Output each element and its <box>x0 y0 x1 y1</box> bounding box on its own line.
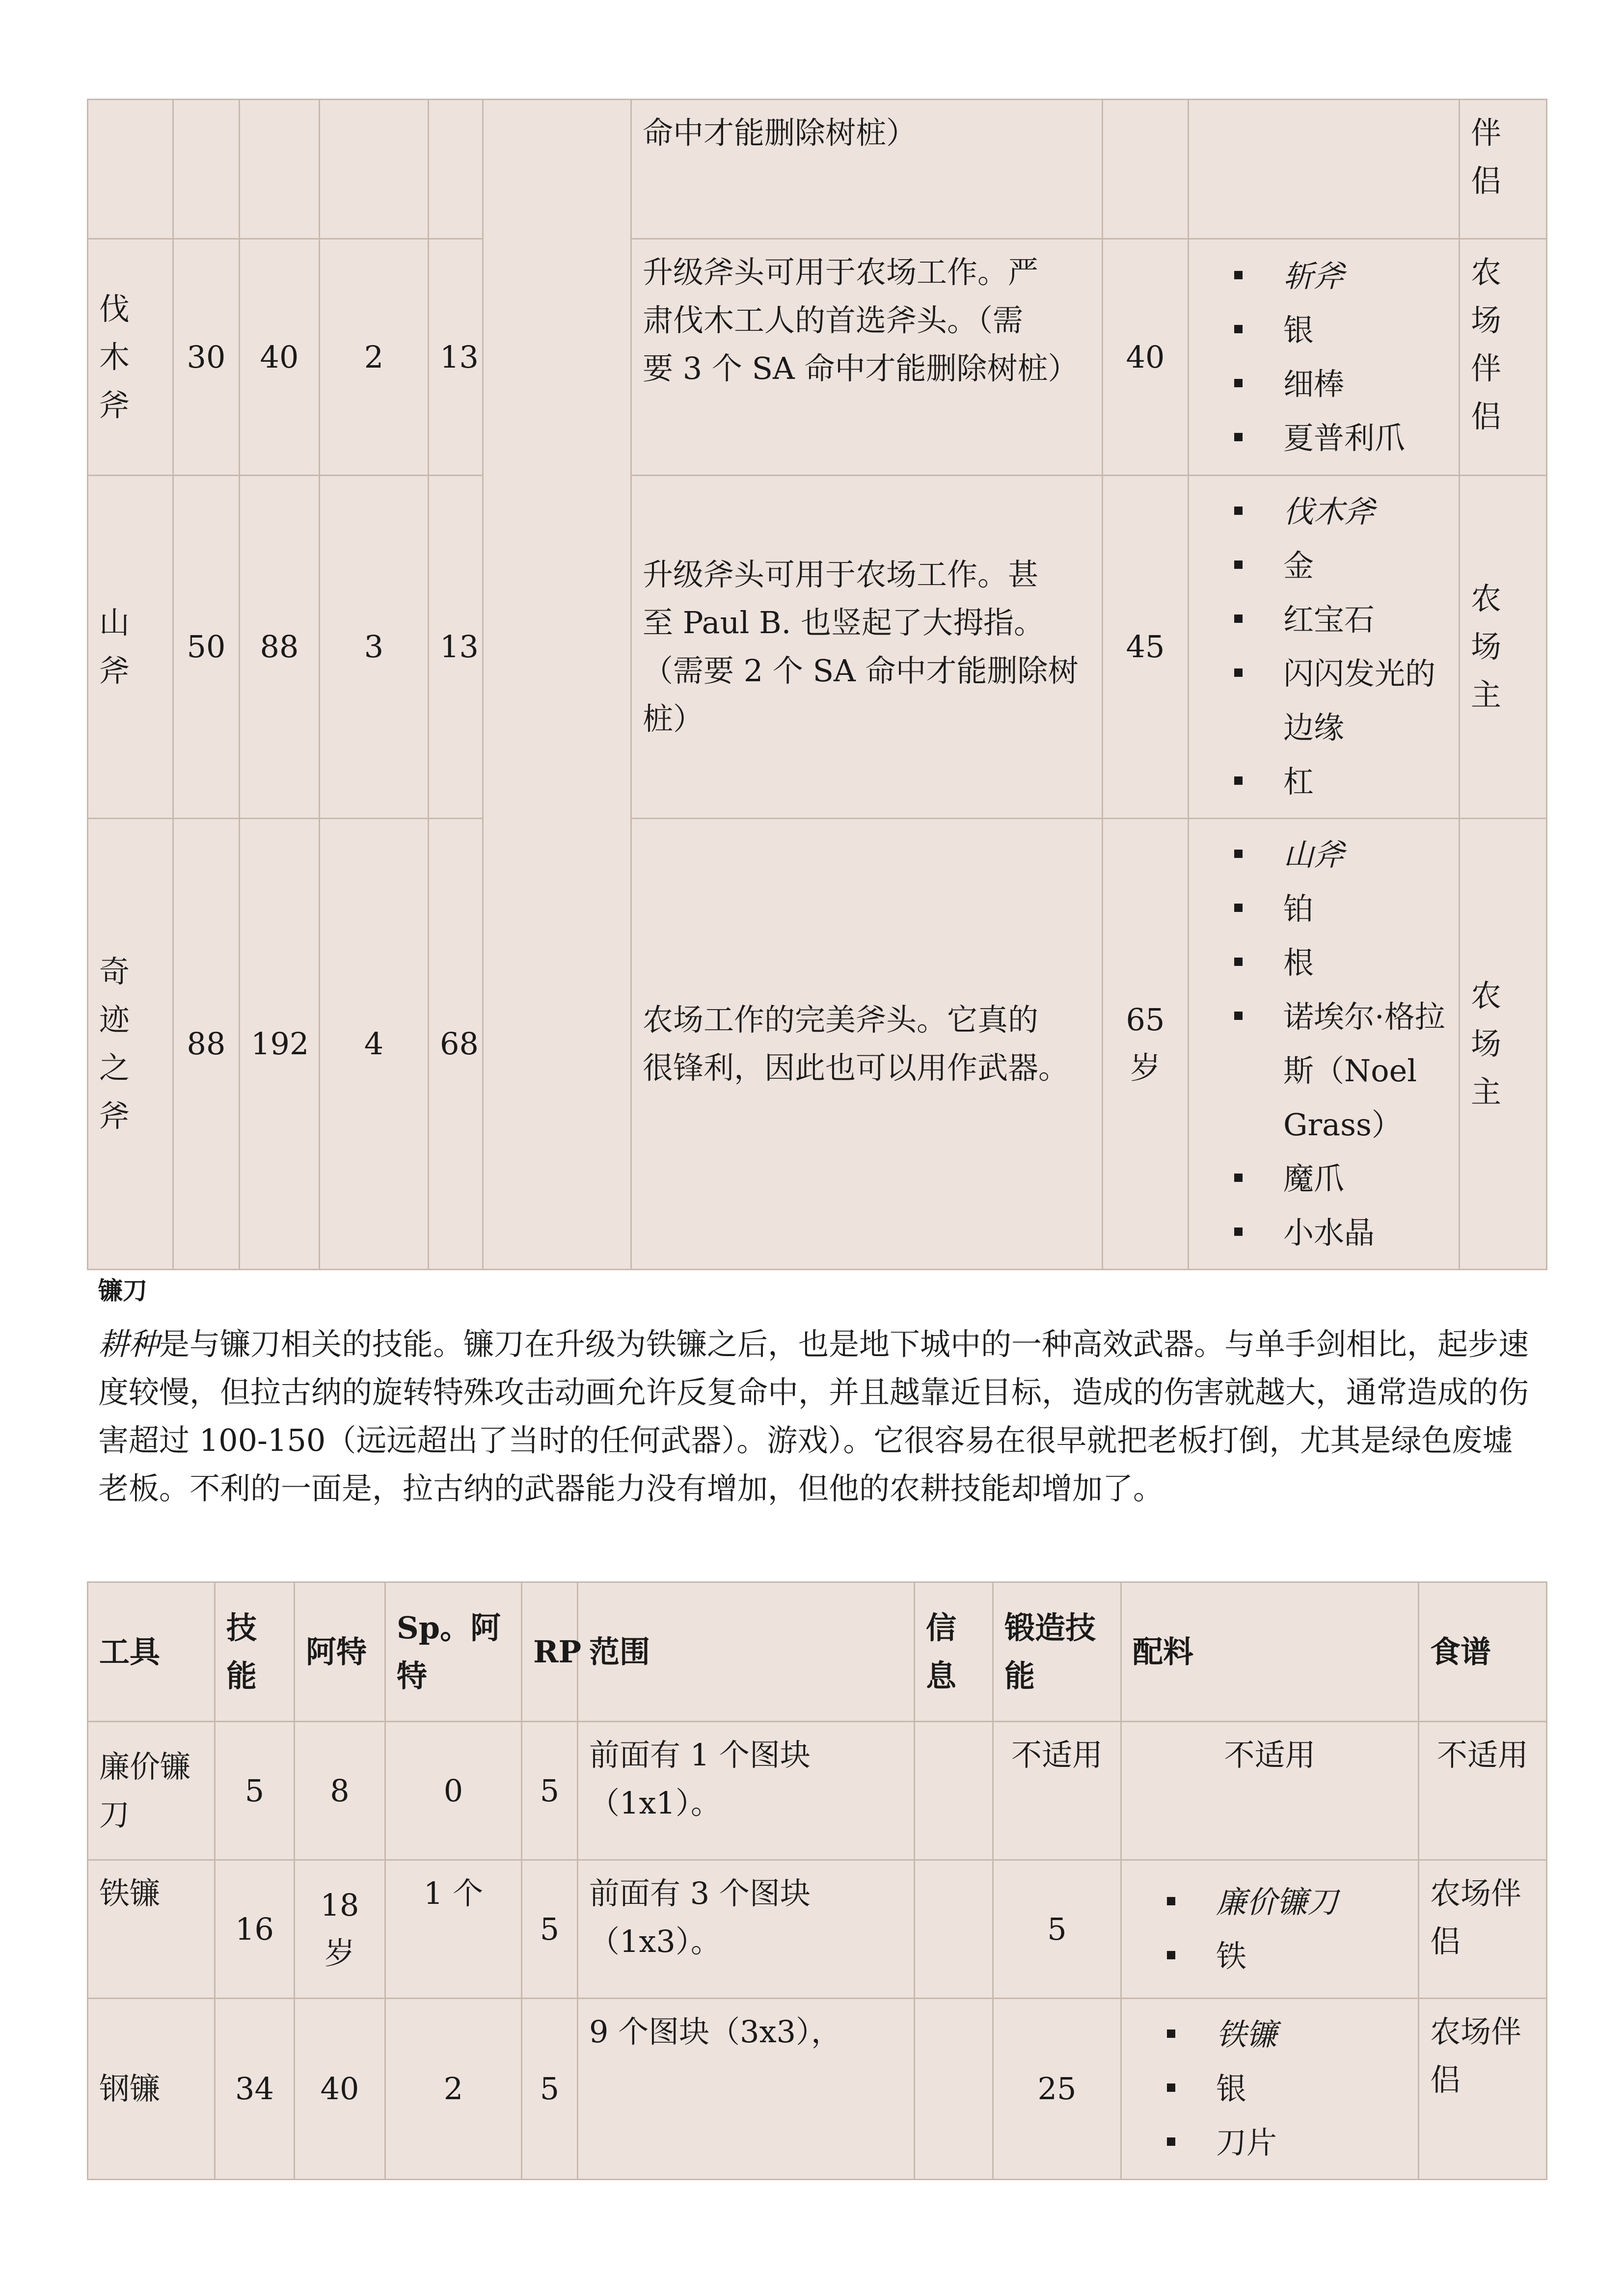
col-header-atk: 阿特 <box>295 1582 385 1722</box>
rp-value <box>429 100 483 239</box>
sp-atk-value: 2 <box>385 1999 522 2180</box>
tool-name: 奇 迹 之 斧 <box>88 819 173 1270</box>
skill-value: 88 <box>173 819 240 1270</box>
sp-atk-value: 0 <box>385 1722 522 1860</box>
description: 命中才能删除树桩） <box>631 100 1103 239</box>
material-item: 金 <box>1200 539 1448 593</box>
material-item: 诺埃尔·格拉斯（Noel Grass） <box>1200 990 1448 1152</box>
range: 前面有 3 个图块 （1x3）。 <box>578 1860 915 1999</box>
materials <box>1121 1860 1419 1999</box>
description: 升级斧头可用于农场工作。甚 至 Paul B. 也竖起了大拇指。 （需要 2 个 SA 命中才能删除树 桩） <box>631 476 1103 819</box>
col-header-forge: 锻造技 能 <box>993 1582 1121 1722</box>
col-header-materials: 配料 <box>1121 1582 1419 1722</box>
recipe: 农 场 主 <box>1460 476 1547 819</box>
table-row <box>88 1722 1547 1860</box>
recipe: 农 场 伴 侣 <box>1460 239 1547 476</box>
material-item: 杠 <box>1200 755 1448 809</box>
atk-value: 18 岁 <box>295 1860 385 1999</box>
col-header-rp: RP <box>522 1582 578 1722</box>
col-header-info: 信 息 <box>915 1582 993 1722</box>
rp-value: 5 <box>522 1722 578 1860</box>
material-item: 闪闪发光的边缘 <box>1200 647 1448 755</box>
axe-table <box>87 99 1547 1270</box>
description: 升级斧头可用于农场工作。严 肃伐木工人的首选斧头。（需 要 3 个 SA 命中才能删除树桩） <box>631 239 1103 476</box>
atk-value: 192 <box>240 819 320 1270</box>
material-item: 铂 <box>1200 882 1448 936</box>
skill-value: 16 <box>215 1860 295 1999</box>
col-header-tool: 工具 <box>88 1582 215 1722</box>
info-cell <box>483 100 631 1270</box>
material-item: 斩斧 <box>1200 249 1448 303</box>
forge-value: 65 岁 <box>1103 819 1189 1270</box>
skill-value: 5 <box>215 1722 295 1860</box>
material-item: 根 <box>1200 936 1448 990</box>
forge-value <box>1103 100 1189 239</box>
range: 前面有 1 个图块 （1x1）。 <box>578 1722 915 1860</box>
sickle-table <box>87 1581 1547 2180</box>
table-row <box>88 476 1547 819</box>
materials <box>1189 239 1460 476</box>
recipe: 伴 侣 <box>1460 100 1547 239</box>
materials <box>1189 476 1460 819</box>
col-header-recipe: 食谱 <box>1419 1582 1547 1722</box>
table-row <box>88 239 1547 476</box>
skill-value <box>173 100 240 239</box>
tool-name: 钢镰 <box>88 1999 215 2180</box>
material-item: 铁 <box>1133 1929 1407 1983</box>
table-row <box>88 1999 1547 2180</box>
material-item: 山斧 <box>1200 828 1448 882</box>
table-row <box>88 1860 1547 1999</box>
forge-value: 45 <box>1103 476 1189 819</box>
material-item: 银 <box>1200 303 1448 357</box>
sp-atk-value <box>320 100 429 239</box>
material-item: 细棒 <box>1200 357 1448 411</box>
material-item: 伐木斧 <box>1200 485 1448 539</box>
col-header-range: 范围 <box>578 1582 915 1722</box>
materials <box>1189 100 1460 239</box>
materials <box>1189 819 1460 1270</box>
tool-name <box>88 100 173 239</box>
material-item: 刀片 <box>1133 2116 1407 2170</box>
sp-atk-value: 4 <box>320 819 429 1270</box>
recipe: 不适用 <box>1419 1722 1547 1860</box>
materials <box>1121 1999 1419 2180</box>
intro-paragraph: 耕种是与镰刀相关的技能。镰刀在升级为铁镰之后，也是地下城中的一种高效武器。与单手剑相比，起步速度较慢，但拉古纳的旋转特殊攻击动画允许反复命中，并且越靠近目标，造成的伤害就越大，通常造成的伤害超过 100-150（远远超出了当时的任何武器）。游戏）。它很容易在很早就把老板打倒，尤其是绿色废墟老板。不利的一面是，拉古纳的武器能力没有增加，但他的农耕技能却增加了。 <box>98 1326 1529 1506</box>
material-item: 铁镰 <box>1133 2008 1407 2062</box>
materials: 不适用 <box>1121 1722 1419 1860</box>
range: 9 个图块（3x3）， <box>578 1999 915 2180</box>
material-item: 魔爪 <box>1200 1152 1448 1206</box>
section-heading: 镰刀 <box>98 1277 147 1305</box>
atk-value: 8 <box>295 1722 385 1860</box>
table-row <box>88 100 1547 239</box>
col-header-sp-atk: Sp。阿 特 <box>385 1582 522 1722</box>
rp-value: 13 <box>429 239 483 476</box>
rp-value: 5 <box>522 1860 578 1999</box>
forge-value: 25 <box>993 1999 1121 2180</box>
material-item: 红宝石 <box>1200 593 1448 647</box>
skill-value: 50 <box>173 476 240 819</box>
sp-atk-value: 2 <box>320 239 429 476</box>
material-item: 廉价镰刀 <box>1133 1875 1407 1929</box>
forge-value: 不适用 <box>993 1722 1121 1860</box>
tool-name: 山 斧 <box>88 476 173 819</box>
tool-name: 廉价镰 刀 <box>88 1722 215 1860</box>
sp-atk-value: 3 <box>320 476 429 819</box>
info <box>915 1722 993 1860</box>
material-item: 夏普利爪 <box>1200 411 1448 465</box>
skill-value: 34 <box>215 1999 295 2180</box>
atk-value: 40 <box>240 239 320 476</box>
description: 农场工作的完美斧头。它真的 很锋利，因此也可以用作武器。 <box>631 819 1103 1270</box>
col-header-skill: 技 能 <box>215 1582 295 1722</box>
header-row <box>88 1582 1547 1722</box>
skill-value: 30 <box>173 239 240 476</box>
rp-value: 68 <box>429 819 483 1270</box>
table-row <box>88 819 1547 1270</box>
tool-name: 伐 木 斧 <box>88 239 173 476</box>
tool-name: 铁镰 <box>88 1860 215 1999</box>
forge-value: 5 <box>993 1860 1121 1999</box>
atk-value: 40 <box>295 1999 385 2180</box>
forge-value: 40 <box>1103 239 1189 476</box>
rp-value: 5 <box>522 1999 578 2180</box>
info <box>915 1860 993 1999</box>
info <box>915 1999 993 2180</box>
recipe: 农场伴 侣 <box>1419 1999 1547 2180</box>
atk-value: 88 <box>240 476 320 819</box>
rp-value: 13 <box>429 476 483 819</box>
atk-value <box>240 100 320 239</box>
sp-atk-value: 1 个 <box>385 1860 522 1999</box>
recipe: 农场伴 侣 <box>1419 1860 1547 1999</box>
material-item: 小水晶 <box>1200 1206 1448 1260</box>
material-item: 银 <box>1133 2062 1407 2116</box>
recipe: 农 场 主 <box>1460 819 1547 1270</box>
skill-name: 耕种 <box>98 1326 160 1362</box>
